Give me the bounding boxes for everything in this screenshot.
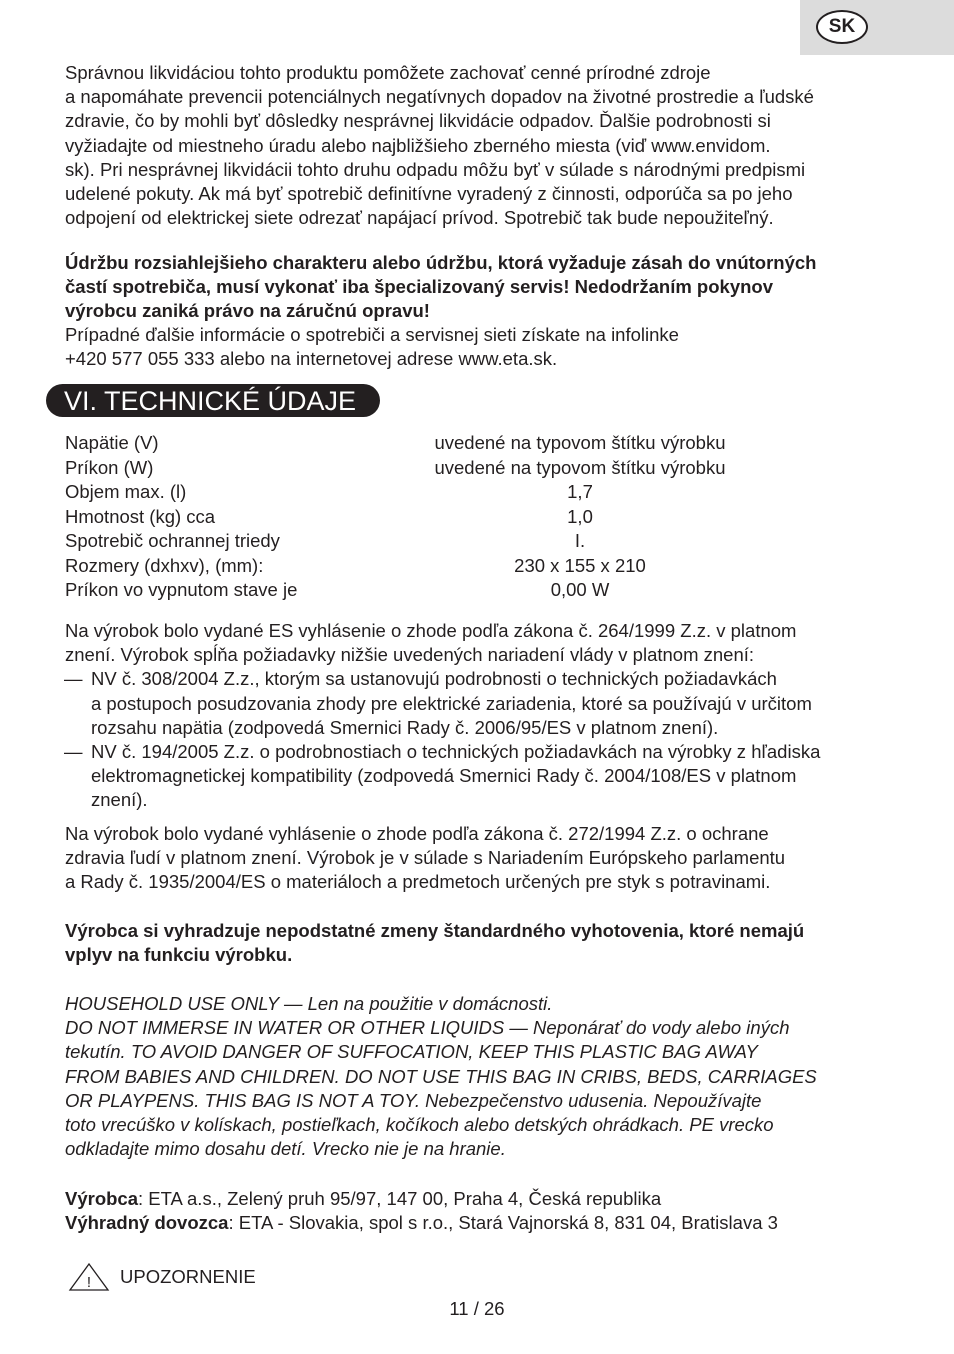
text-line: toto vrecúško v kolískach, postieľkach, kočíkoch alebo detských ohrádkach. PE vrecko (65, 1114, 774, 1136)
infoline-paragraph (65, 323, 915, 371)
text-line: Správnou likvidáciou tohto produktu pomôžete zachovať cenné prírodné zdroje (65, 62, 711, 83)
spec-row (65, 431, 845, 456)
dash-marker: — (64, 668, 83, 690)
text-line: znení). (91, 789, 148, 811)
importer-text: : ETA - Slovakia, spol s r.o., Stará Vajnorská 8, 831 04, Bratislava 3 (228, 1212, 778, 1234)
page-number: 11 / 26 (449, 1298, 505, 1319)
maintenance-warning (65, 251, 915, 324)
text-line: vplyv na funkciu výrobku. (65, 944, 293, 966)
warning-triangle-icon (68, 1262, 110, 1292)
text-line: Na výrobok bolo vydané ES vyhlásenie o zhode podľa zákona č. 264/1999 Z.z. v platnom (65, 620, 797, 641)
regulation-item (65, 667, 915, 740)
spec-value: 0,00 W (550, 579, 610, 600)
text-line: HOUSEHOLD USE ONLY — Len na použitie v domácnosti. (65, 993, 553, 1014)
manufacturer-note (65, 919, 915, 967)
text-line: častí spotrebiča, musí vykonať iba špecializovaný servis! Nedodržaním pokynov (65, 276, 774, 298)
importer-line (65, 1211, 915, 1235)
svg-text:!: ! (86, 1274, 92, 1291)
spec-row (65, 505, 845, 530)
spec-row (65, 529, 845, 554)
regulation-item (65, 740, 915, 813)
text-line: Výrobca si vyhradzuje nepodstatné zmeny štandardného vyhotovenia, ktoré nemajú (65, 920, 805, 941)
spec-value: 230 x 155 x 210 (514, 554, 646, 576)
spec-label: Príkon (W) (65, 456, 154, 478)
text-line: a napomáhate prevencii potenciálnych negatívnych dopadov na životné prostredie a ľudské (65, 86, 814, 108)
text-line: NV č. 308/2004 Z.z., ktorým sa ustanovujú podrobnosti o technických požiadavkách (91, 668, 777, 690)
caution-label: UPOZORNENIE (120, 1265, 256, 1287)
spec-value: 1,0 (567, 505, 593, 527)
text-line: udelené pokuty. Ak má byť spotrebič definitívne vyradený z činnosti, odporúča sa po jeho (65, 183, 793, 205)
spec-value: uvedené na typovom štítku výrobku (434, 432, 726, 453)
text-line: FROM BABIES AND CHILDREN. DO NOT USE THIS BAG IN CRIBS, BEDS, CARRIAGES (65, 1065, 817, 1087)
spec-label: Hmotnost (kg) cca (65, 505, 216, 527)
spec-label: Napätie (V) (65, 432, 159, 453)
importer-label: Výhradný dovozca (65, 1212, 229, 1234)
spec-label: Spotrebič ochrannej triedy (65, 530, 280, 551)
text-line: a postupoch posudzovania zhody pre elektrické zariadenia, ktoré sa používajú v určitom (91, 692, 812, 714)
text-line: zdravie, čo by mohli byť dôsledky nesprávnej likvidácie odpadov. Ďalšie podrobnosti si (65, 110, 771, 132)
caution-note (68, 1262, 256, 1292)
text-line: tekutín. TO AVOID DANGER OF SUFFOCATION, KEEP THIS PLASTIC BAG AWAY (65, 1041, 758, 1063)
text-line: výrobcu zaniká právo na záručnú opravu! (65, 300, 430, 322)
text-line: zdravia ľudí v platnom znení. Výrobok je v súlade s Nariadením Európskeho parlamentu (65, 847, 786, 869)
text-line: sk). Pri nesprávnej likvidácii tohto druhu odpadu môžu byť v súlade s národnými predpismi (65, 158, 806, 180)
text-line: znení. Výrobok spĺňa požiadavky nižšie uvedených nariadení vlády v platnom znení: (65, 644, 755, 666)
disposal-paragraph (65, 61, 915, 230)
dash-marker: — (64, 741, 83, 763)
text-line: rozsahu napätia (zodpovedá Smernici Rady č. 2006/95/ES v platnom znení). (91, 716, 719, 738)
text-line: odpojení od elektrickej siete odrezať napájací prívod. Spotrebič tak bude nepoužiteľný. (65, 207, 774, 229)
company-info (65, 1187, 915, 1235)
text-line: elektromagnetickej kompatibility (zodpovedá Smernici Rady č. 2004/108/ES v platnom (91, 765, 797, 787)
section-title: VI. TECHNICKÉ ÚDAJE (46, 384, 380, 417)
spec-label: Rozmery (dxhxv), (mm): (65, 554, 264, 576)
text-line: +420 577 055 333 alebo na internetovej adrese www.eta.sk. (65, 348, 558, 370)
language-tab (800, 0, 954, 55)
text-line: vyžiadajte od miestneho úradu alebo najbližšieho zberného miesta (viď www.envidom. (65, 134, 771, 156)
text-line: DO NOT IMMERSE IN WATER OR OTHER LIQUIDS — Neponárať do vody alebo iných (65, 1017, 790, 1039)
producer-label: Výrobca (65, 1188, 139, 1209)
spec-value: 1,7 (567, 481, 593, 502)
producer-text: : ETA a.s., Zelený pruh 95/97, 147 00, Praha 4, Česká republika (138, 1188, 662, 1209)
text-line: a Rady č. 1935/2004/ES o materiáloch a predmetoch určených pre styk s potravinami. (65, 871, 771, 893)
safety-warnings (65, 992, 915, 1161)
technical-specs-table (65, 431, 845, 603)
spec-row (65, 480, 845, 505)
text-line: Prípadné ďalšie informácie o spotrebiči a servisnej sieti získate na infolinke (65, 324, 679, 345)
health-declaration (65, 822, 915, 895)
text-line: OR PLAYPENS. THIS BAG IS NOT A TOY. Nebezpečenstvo udusenia. Nepoužívajte (65, 1089, 762, 1111)
conformity-declaration (65, 619, 915, 813)
text-line: odkladajte mimo dosahu detí. Vrecko nie je na hranie. (65, 1138, 506, 1160)
spec-value: I. (574, 530, 586, 551)
text-line: Na výrobok bolo vydané vyhlásenie o zhode podľa zákona č. 272/1994 Z.z. o ochrane (65, 823, 769, 844)
spec-row (65, 578, 845, 603)
spec-value: uvedené na typovom štítku výrobku (434, 456, 726, 478)
text-line: Údržbu rozsiahlejšieho charakteru alebo údržbu, ktorá vyžaduje zásah do vnútorných (65, 252, 817, 273)
spec-label: Príkon vo vypnutom stave je (65, 579, 298, 600)
spec-label: Objem max. (l) (65, 481, 187, 502)
producer-line (65, 1187, 915, 1211)
spec-row (65, 456, 845, 481)
spec-row (65, 554, 845, 579)
text-line: NV č. 194/2005 Z.z. o podrobnostiach o technických požiadavkách na výrobky z hľadiska (91, 741, 821, 763)
language-badge: SK (816, 10, 868, 44)
